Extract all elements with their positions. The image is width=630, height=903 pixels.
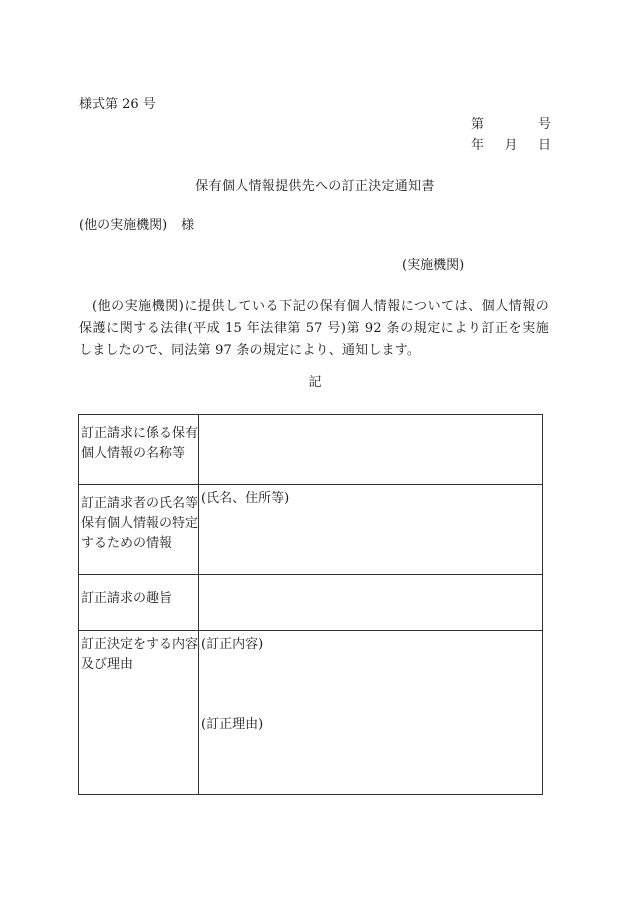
date-year: 年 bbox=[471, 138, 485, 153]
row-value-info-name bbox=[199, 415, 543, 485]
table-row bbox=[79, 485, 543, 575]
row-value-purpose bbox=[199, 575, 543, 631]
row-value-requester: (氏名、住所等) bbox=[199, 485, 543, 575]
table-row bbox=[79, 631, 543, 795]
document-number-line bbox=[471, 118, 551, 131]
date-line bbox=[471, 139, 551, 152]
document-number-prefix: 第 bbox=[471, 117, 485, 132]
row-label-info-name: 訂正請求に係る保有個人情報の名称等 bbox=[79, 415, 199, 485]
row-value-decision bbox=[199, 631, 543, 795]
document-number-suffix: 号 bbox=[537, 117, 551, 132]
details-table bbox=[78, 414, 543, 795]
date-month: 月 bbox=[504, 138, 518, 153]
notice-body: (他の実施機関)に提供している下記の保有個人情報については、個人情報の保護に関する法律(平成 15 年法律第 57 号)第 92 条の規定により訂正を実施しましたので、同法第 97 条の規定により、通知します。 bbox=[79, 299, 549, 358]
addressee-name: (他の実施機関) bbox=[79, 218, 168, 233]
table-row bbox=[79, 575, 543, 631]
date-day: 日 bbox=[537, 138, 551, 153]
table-row bbox=[79, 415, 543, 485]
ki-heading: 記 bbox=[308, 375, 322, 390]
row-label-requester: 訂正請求者の氏名等保有個人情報の特定するための情報 bbox=[79, 485, 199, 575]
issuing-agency: (実施機関) bbox=[402, 258, 465, 273]
correction-content-label: (訂正内容) bbox=[201, 637, 264, 652]
form-number: 様式第 26 号 bbox=[79, 97, 156, 112]
document-title: 保有個人情報提供先への訂正決定通知書 bbox=[195, 179, 435, 194]
correction-reason-label: (訂正理由) bbox=[201, 717, 264, 732]
row-label-purpose: 訂正請求の趣旨 bbox=[79, 575, 199, 631]
addressee-honorific: 様 bbox=[181, 218, 195, 233]
addressee bbox=[79, 219, 194, 232]
row-label-decision: 訂正決定をする内容及び理由 bbox=[79, 631, 199, 795]
